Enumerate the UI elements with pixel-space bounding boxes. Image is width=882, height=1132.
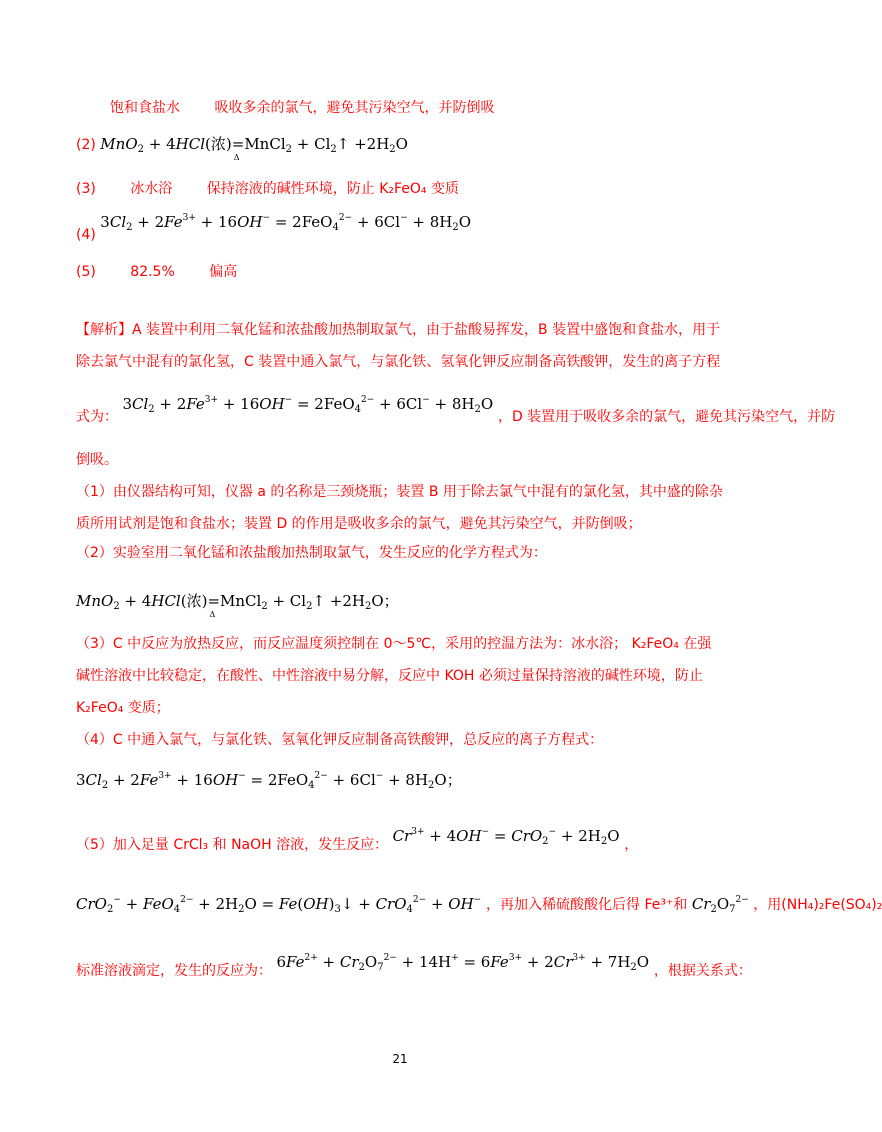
answer-1-reagent: 饱和食盐水 (110, 100, 180, 116)
analysis-point-5-equation-c: $6Fe^{2+} + Cr_2O_7^{2-} + 14H^+ = 6Fe^{3+} + 2Cr^{3+} + 7H_2O$ (276, 953, 654, 973)
analysis-point-5-mid: ，再加入稀硫酸酸化后得 Fe³⁺和 (486, 897, 688, 913)
page-number: 21 (392, 1052, 408, 1066)
analysis-point-5-equation-b: $CrO_2^- + FeO_4^{2-} + 2H_2O$ = $Fe(OH)_3↓ + CrO_4^{2-} + OH^-$ (76, 895, 482, 915)
analysis-intro-after: ，D 装置用于吸收多余的氯气，避免其污染空气，并防 (497, 409, 836, 425)
answer-3-reason: 保持溶液的碱性环境，防止 K₂FeO₄ 变质 (206, 181, 459, 197)
answer-2-equation: MnO$_2$ + 4HCl(浓)= Δ MnCl$_2$ + $Cl_2↑ +2H_2O$ (100, 135, 408, 162)
answer-1-line (110, 98, 494, 118)
analysis-point-5-lead: （5）加入足量 CrCl₃ 和 NaOH 溶液，发生反应： (76, 837, 389, 853)
answer-2-label: (2) (76, 137, 96, 153)
analysis-point-5-tail-end: ，根据关系式： (653, 963, 752, 979)
analysis-intro-formula-line (76, 395, 836, 432)
analysis-point-2-equation-line (76, 591, 399, 617)
analysis-point-5-equation-a: $Cr^{3+} + 4OH^- = CrO_2^- + 2H_2O$ (392, 827, 625, 847)
analysis-formula-lead: 式为： (76, 409, 118, 425)
analysis-point-5-third-line (76, 953, 752, 986)
answer-1-function: 吸收多余的氯气，避免其污染空气，并防倒吸 (214, 100, 495, 116)
analysis-point-5-line: （5）加入足量 CrCl₃ 和 NaOH 溶液，发生反应： $Cr^{3+} + 4OH^- = CrO_2^- + 2H_2O$ ， (76, 827, 639, 853)
analysis-point-3: （3）C 中反应为放热反应，而反应温度须控制在 0～5℃，采用的控温方法为：冰水浴； K₂FeO₄ 在强碱性溶液中比较稳定，在酸性、中性溶液中易分解，反应中 KOH 必须过量保持溶液的碱性环境，防止 K₂FeO₄ 变质； (76, 636, 712, 716)
analysis-intro-text: A 装置中利用二氧化锰和浓盐酸加热制取氯气，由于盐酸易挥发，B 装置中盛饱和食盐水，用于除去氯气中混有的氯化氢，C 装置中通入氯气，与氯化铁、氢氧化钾反应制备高铁酸钾，发生的离子方程 (76, 322, 721, 370)
answer-2-line (76, 134, 408, 160)
analysis-point-2: （2）实验室用二氧化锰和浓盐酸加热制取氯气，发生反应的化学方程式为： (76, 545, 547, 561)
analysis-point-5-second-line (76, 890, 882, 920)
answer-3-method: 冰水浴 (130, 181, 173, 197)
analysis-point-5-mid2: ，用(NH₄)₂Fe(SO₄)₂ (753, 897, 882, 913)
analysis-intro (76, 314, 724, 378)
analysis-intro-tail: 倒吸。 (76, 452, 118, 468)
answer-5-label: (5) (76, 264, 96, 280)
analysis-heading: 【解析】 (76, 322, 132, 338)
answer-4-equation: $3Cl_2 + 2Fe^{3+} + 16OH^- = 2FeO_4^{2-} + 6Cl^- + 8H_2O$ (100, 213, 472, 233)
answer-5-line (76, 262, 237, 282)
answer-4-label: (4) (76, 227, 96, 243)
analysis-point-4-equation: $3Cl_2 + 2Fe^{3+} + 16OH^- = 2FeO_4^{2-} + 6Cl^- + 8H_2O$； (76, 771, 462, 791)
analysis-intro-equation: $3Cl_2 + 2Fe^{3+} + 16OH^- = 2FeO_4^{2-} + 6Cl^- + 8H_2O$ (122, 395, 498, 415)
analysis-point-4: （4）C 中通入氯气，与氯化铁、氢氧化钾反应制备高铁酸钾，总反应的离子方程式： (76, 732, 604, 748)
analysis-point-2-equation: MnO$_2$ + 4HCl(浓)= Δ MnCl$_2$ + $Cl_2↑ +2H_2O$； (76, 592, 399, 619)
answer-3-line (76, 179, 459, 199)
analysis-point-1: （1）由仪器结构可知，仪器 a 的名称是三颈烧瓶；装置 B 用于除去氯气中混有的氯化氢，其中盛的除杂质所用试剂是饱和食盐水；装置 D 的作用是吸收多余的氯气，避免其污染空气，并防倒吸； (76, 484, 723, 532)
dichromate-formula: $Cr_2O_7^{2-}$ (691, 895, 749, 915)
analysis-point-5-tail-lead: 标准溶液滴定，发生的反应为： (76, 963, 272, 979)
answer-4-line (76, 208, 472, 243)
answer-3-label: (3) (76, 181, 96, 197)
analysis-point-4-equation-line (76, 766, 462, 796)
answer-5-effect: 偏高 (209, 264, 238, 280)
answer-5-value: 82.5% (130, 264, 175, 280)
